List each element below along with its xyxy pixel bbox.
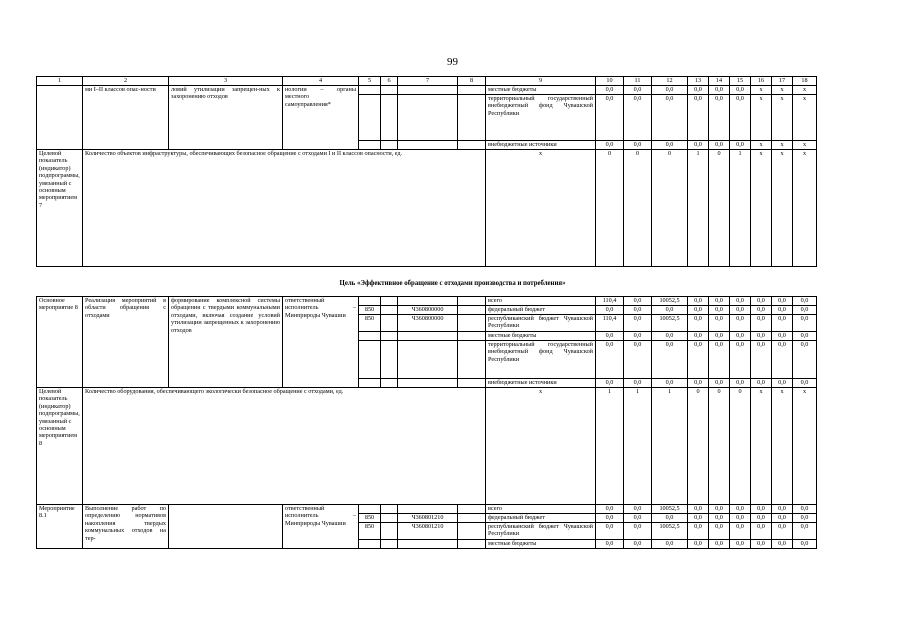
cell-grbs [359, 95, 381, 141]
cell-value: 0,0 [709, 505, 730, 514]
column-header: 7 [398, 77, 458, 86]
cell-funding-source: территориальный государственный внебюджетный фонд Чувашской Республики [486, 95, 596, 141]
indicator-label: Целевой показатель (индикатор) подпрограммы, увязанный с основным мероприятием 8 [37, 388, 83, 505]
cell-value: x [793, 86, 817, 95]
cell-funding-source: федеральный бюджет [486, 514, 596, 523]
cell-value: 0,0 [652, 341, 688, 379]
cell-value: 0,0 [709, 315, 730, 332]
cell-funding-source: территориальный государственный внебюджетный фонд Чувашской Республики [486, 341, 596, 379]
cell-value: 0,0 [772, 306, 793, 315]
cell-value: 0,0 [751, 514, 772, 523]
cell-col6 [381, 141, 398, 150]
cell-value: 0,0 [652, 95, 688, 141]
table-row [37, 505, 817, 514]
cell-value: 0,0 [772, 315, 793, 332]
column-header: 15 [730, 77, 751, 86]
cell-value: 10052,5 [652, 523, 688, 540]
cell-col8 [458, 95, 486, 141]
indicator-text: Количество объектов инфраструктуры, обеспечивающих безопасное обращение с отходами I и II классов опасности, ед. [83, 150, 486, 267]
cell-value: 0,0 [751, 315, 772, 332]
cell-value: 0,0 [730, 379, 751, 388]
cell-value: 0,0 [772, 297, 793, 306]
cell-value: 0,0 [730, 523, 751, 540]
cell-funding-source: внебюджетные источники [486, 141, 596, 150]
cell-value: 0,0 [793, 332, 817, 341]
cell-value: x [751, 95, 772, 141]
cell-col3: ловий утилизации запрещен-ных к захоронению отходов [169, 86, 283, 150]
cell-value: 0,0 [624, 540, 652, 549]
cell-value: 0,0 [688, 86, 709, 95]
cell-value: 0,0 [793, 540, 817, 549]
table-row [37, 86, 817, 95]
cell-value: 0,0 [652, 540, 688, 549]
cell-col2: ми I–II классов опас-ности [83, 86, 169, 150]
cell-col8 [458, 306, 486, 315]
cell-col6 [381, 379, 398, 388]
cell-value: 0,0 [730, 95, 751, 141]
cell-value: 0,0 [709, 297, 730, 306]
cell-grbs [359, 86, 381, 95]
cell-value: 0,0 [688, 95, 709, 141]
cell-col8 [458, 315, 486, 332]
cell-value: 0,0 [652, 141, 688, 150]
cell-value: 0,0 [751, 505, 772, 514]
cell-value: 0,0 [730, 514, 751, 523]
column-header: 12 [652, 77, 688, 86]
cell-value: 0,0 [709, 523, 730, 540]
cell-value: 0,0 [688, 379, 709, 388]
cell-value: 0,0 [793, 514, 817, 523]
cell-value: 0,0 [652, 332, 688, 341]
column-header: 4 [283, 77, 359, 86]
cell-col8 [458, 86, 486, 95]
cell-value: 0,0 [688, 297, 709, 306]
cell-value: 0,0 [772, 379, 793, 388]
column-header: 17 [772, 77, 793, 86]
cell-value: 0,0 [596, 523, 624, 540]
cell-value: 0,0 [709, 540, 730, 549]
cell-value: 0,0 [688, 540, 709, 549]
cell-value: x [751, 86, 772, 95]
column-header: 8 [458, 77, 486, 86]
cell-value: 0,0 [772, 514, 793, 523]
cell-col6 [381, 297, 398, 306]
cell-value: 10052,5 [652, 505, 688, 514]
cell-funding-source: местные бюджеты [486, 86, 596, 95]
indicator-value: x [793, 150, 817, 267]
cell-value: 0,0 [793, 341, 817, 379]
cell-col8 [458, 505, 486, 514]
indicator-value: x [772, 150, 793, 267]
cell-value: 110,4 [596, 315, 624, 332]
cell-col6 [381, 540, 398, 549]
cell-col8 [458, 523, 486, 540]
cell-value: 0,0 [688, 523, 709, 540]
cell-col6 [381, 306, 398, 315]
indicator-value: 0 [709, 150, 730, 267]
cell-value: 10052,5 [652, 315, 688, 332]
cell-value: 0,0 [688, 315, 709, 332]
indicator-value: 0 [709, 388, 730, 505]
cell-kbk [398, 505, 458, 514]
cell-value: 0,0 [624, 95, 652, 141]
indicator-col9: x [486, 150, 596, 267]
goal-heading: Цель «Эффективное обращение с отходами производства и потребления» [339, 280, 566, 287]
cell-value: 0,0 [596, 540, 624, 549]
table-row [37, 297, 817, 306]
indicator-value: 0 [652, 150, 688, 267]
cell-value: 0,0 [709, 95, 730, 141]
cell-col8 [458, 297, 486, 306]
cell-col4: ответственный исполнитель – Минприроды Чувашии [283, 297, 359, 388]
cell-value: x [772, 141, 793, 150]
cell-value: 0,0 [751, 523, 772, 540]
cell-grbs [359, 540, 381, 549]
cell-value: 0,0 [624, 297, 652, 306]
header-row [37, 77, 817, 86]
column-header: 18 [793, 77, 817, 86]
cell-value: 0,0 [688, 505, 709, 514]
cell-value: 0,0 [772, 332, 793, 341]
cell-value: x [793, 95, 817, 141]
cell-value: 0,0 [624, 315, 652, 332]
cell-value: 0,0 [596, 514, 624, 523]
cell-value: 0,0 [730, 141, 751, 150]
indicator-value: x [772, 388, 793, 505]
cell-kbk [398, 332, 458, 341]
cell-grbs: 850 [359, 514, 381, 523]
cell-kbk: Ч360801210 [398, 514, 458, 523]
cell-kbk [398, 95, 458, 141]
cell-value: 0,0 [596, 505, 624, 514]
column-header: 2 [83, 77, 169, 86]
cell-col6 [381, 523, 398, 540]
cell-value: 0,0 [596, 141, 624, 150]
cell-col4: ответственный исполнитель – Минприроды Чувашии [283, 505, 359, 549]
cell-value: 0,0 [772, 540, 793, 549]
indicator-value: 0 [624, 150, 652, 267]
cell-funding-source: всего [486, 505, 596, 514]
cell-grbs: 850 [359, 306, 381, 315]
column-header: 13 [688, 77, 709, 86]
cell-value: 0,0 [772, 341, 793, 379]
indicator-value: 1 [688, 150, 709, 267]
cell-value: 0,0 [709, 379, 730, 388]
cell-value: 0,0 [793, 523, 817, 540]
cell-value: 0,0 [652, 379, 688, 388]
cell-grbs [359, 297, 381, 306]
cell-kbk [398, 540, 458, 549]
cell-col6 [381, 332, 398, 341]
cell-value: 0,0 [624, 86, 652, 95]
column-header: 3 [169, 77, 283, 86]
cell-value: 0,0 [688, 141, 709, 150]
cell-grbs: 850 [359, 315, 381, 332]
cell-value: 0,0 [596, 306, 624, 315]
cell-col8 [458, 540, 486, 549]
cell-col6 [381, 514, 398, 523]
cell-grbs [359, 341, 381, 379]
cell-value: 0,0 [596, 379, 624, 388]
cell-col2: Реализация мероприятий в области обращения с отходами [83, 297, 169, 388]
indicator-value: x [751, 388, 772, 505]
cell-kbk: Ч360801210 [398, 523, 458, 540]
cell-col8 [458, 379, 486, 388]
cell-col6 [381, 86, 398, 95]
cell-col8 [458, 332, 486, 341]
indicator-value: 1 [596, 388, 624, 505]
cell-col6 [381, 505, 398, 514]
cell-grbs [359, 141, 381, 150]
cell-value: 0,0 [624, 306, 652, 315]
cell-col3: формирование комплексной системы обращения с твердыми коммунальными отходами, включая создание условий утилизации запрещенных к захоронению отходов [169, 297, 283, 388]
cell-value: x [793, 141, 817, 150]
cell-value: 0,0 [730, 540, 751, 549]
program-table-lower [36, 296, 817, 549]
cell-value: 0,0 [709, 514, 730, 523]
cell-value: 0,0 [688, 306, 709, 315]
cell-value: 0,0 [624, 523, 652, 540]
cell-col6 [381, 95, 398, 141]
indicator-value: x [793, 388, 817, 505]
cell-value: 0,0 [793, 379, 817, 388]
cell-value: 0,0 [624, 505, 652, 514]
cell-funding-source: республиканский бюджет Чувашской Республики [486, 315, 596, 332]
cell-grbs [359, 332, 381, 341]
cell-value: 0,0 [751, 379, 772, 388]
cell-value: 0,0 [730, 86, 751, 95]
cell-col6 [381, 341, 398, 379]
cell-value: 0,0 [624, 379, 652, 388]
cell-value: 0,0 [751, 332, 772, 341]
column-header: 6 [381, 77, 398, 86]
cell-value: 0,0 [624, 514, 652, 523]
column-header: 1 [37, 77, 83, 86]
indicator-col9: x [486, 388, 596, 505]
cell-value: 0,0 [688, 514, 709, 523]
cell-value: 0,0 [688, 332, 709, 341]
cell-col8 [458, 514, 486, 523]
cell-value: 0,0 [730, 306, 751, 315]
cell-kbk: Ч360800000 [398, 306, 458, 315]
column-header: 9 [486, 77, 596, 86]
cell-value: 0,0 [751, 341, 772, 379]
cell-value: 0,0 [652, 306, 688, 315]
cell-col4: нологии – органы местного самоуправления* [283, 86, 359, 150]
cell-kbk [398, 141, 458, 150]
cell-value: 0,0 [596, 341, 624, 379]
column-header: 14 [709, 77, 730, 86]
cell-funding-source: федеральный бюджет [486, 306, 596, 315]
cell-value: 0,0 [596, 332, 624, 341]
cell-funding-source: местные бюджеты [486, 332, 596, 341]
cell-col1 [37, 86, 83, 150]
cell-kbk [398, 297, 458, 306]
cell-value: 0,0 [624, 141, 652, 150]
column-header: 5 [359, 77, 381, 86]
cell-value: 0,0 [793, 297, 817, 306]
cell-value: 110,4 [596, 297, 624, 306]
cell-value: 0,0 [730, 341, 751, 379]
cell-value: 0,0 [730, 315, 751, 332]
cell-value: 0,0 [751, 540, 772, 549]
program-table-upper [36, 76, 817, 267]
indicator-value: 0 [730, 388, 751, 505]
cell-col1: Мероприятие 8.1 [37, 505, 83, 549]
cell-value: 0,0 [709, 86, 730, 95]
cell-value: 0,0 [652, 86, 688, 95]
cell-value: 0,0 [596, 95, 624, 141]
cell-grbs: 850 [359, 523, 381, 540]
cell-value: 0,0 [730, 297, 751, 306]
cell-value: 0,0 [751, 297, 772, 306]
cell-funding-source: местные бюджеты [486, 540, 596, 549]
indicator-row [37, 388, 817, 505]
column-header: 11 [624, 77, 652, 86]
indicator-row [37, 150, 817, 267]
indicator-value: 1 [652, 388, 688, 505]
column-header: 10 [596, 77, 624, 86]
column-header: 16 [751, 77, 772, 86]
cell-grbs [359, 505, 381, 514]
cell-funding-source: внебюджетные источники [486, 379, 596, 388]
cell-col8 [458, 341, 486, 379]
cell-value: 0,0 [709, 141, 730, 150]
cell-value: 0,0 [793, 315, 817, 332]
cell-value: 0,0 [730, 505, 751, 514]
cell-value: 0,0 [709, 332, 730, 341]
cell-kbk [398, 379, 458, 388]
cell-col2: Выполнение работ по определению нормативов накопления твердых коммунальных отходов на тер- [83, 505, 169, 549]
indicator-value: 1 [730, 150, 751, 267]
cell-value: 0,0 [652, 514, 688, 523]
cell-col6 [381, 315, 398, 332]
indicator-value: 0 [596, 150, 624, 267]
cell-value: 0,0 [624, 341, 652, 379]
cell-value: 0,0 [709, 341, 730, 379]
cell-kbk: Ч360800000 [398, 315, 458, 332]
cell-value: 0,0 [793, 505, 817, 514]
cell-value: 0,0 [709, 306, 730, 315]
indicator-value: 0 [688, 388, 709, 505]
cell-value: 10052,5 [652, 297, 688, 306]
cell-value: x [772, 95, 793, 141]
indicator-text: Количество оборудования, обеспечивающего экологически безопасное обращение с отходами, ед. [83, 388, 486, 505]
cell-col3 [169, 505, 283, 549]
cell-col1: Основное мероприятие 8 [37, 297, 83, 388]
cell-value: 0,0 [624, 332, 652, 341]
cell-funding-source: республиканский бюджет Чувашской Республики [486, 523, 596, 540]
cell-value: x [751, 141, 772, 150]
indicator-value: 1 [624, 388, 652, 505]
cell-funding-source: всего [486, 297, 596, 306]
cell-kbk [398, 86, 458, 95]
indicator-label: Целевой показатель (индикатор) подпрограммы, увязанный с основным мероприятием 7 [37, 150, 83, 267]
cell-value: 0,0 [688, 341, 709, 379]
page-number: 99 [447, 56, 458, 68]
cell-kbk [398, 341, 458, 379]
cell-value: 0,0 [772, 523, 793, 540]
cell-value: x [772, 86, 793, 95]
cell-value: 0,0 [596, 86, 624, 95]
cell-col8 [458, 141, 486, 150]
cell-value: 0,0 [751, 306, 772, 315]
indicator-value: x [751, 150, 772, 267]
cell-value: 0,0 [793, 306, 817, 315]
cell-value: 0,0 [772, 505, 793, 514]
cell-grbs [359, 379, 381, 388]
cell-value: 0,0 [730, 332, 751, 341]
